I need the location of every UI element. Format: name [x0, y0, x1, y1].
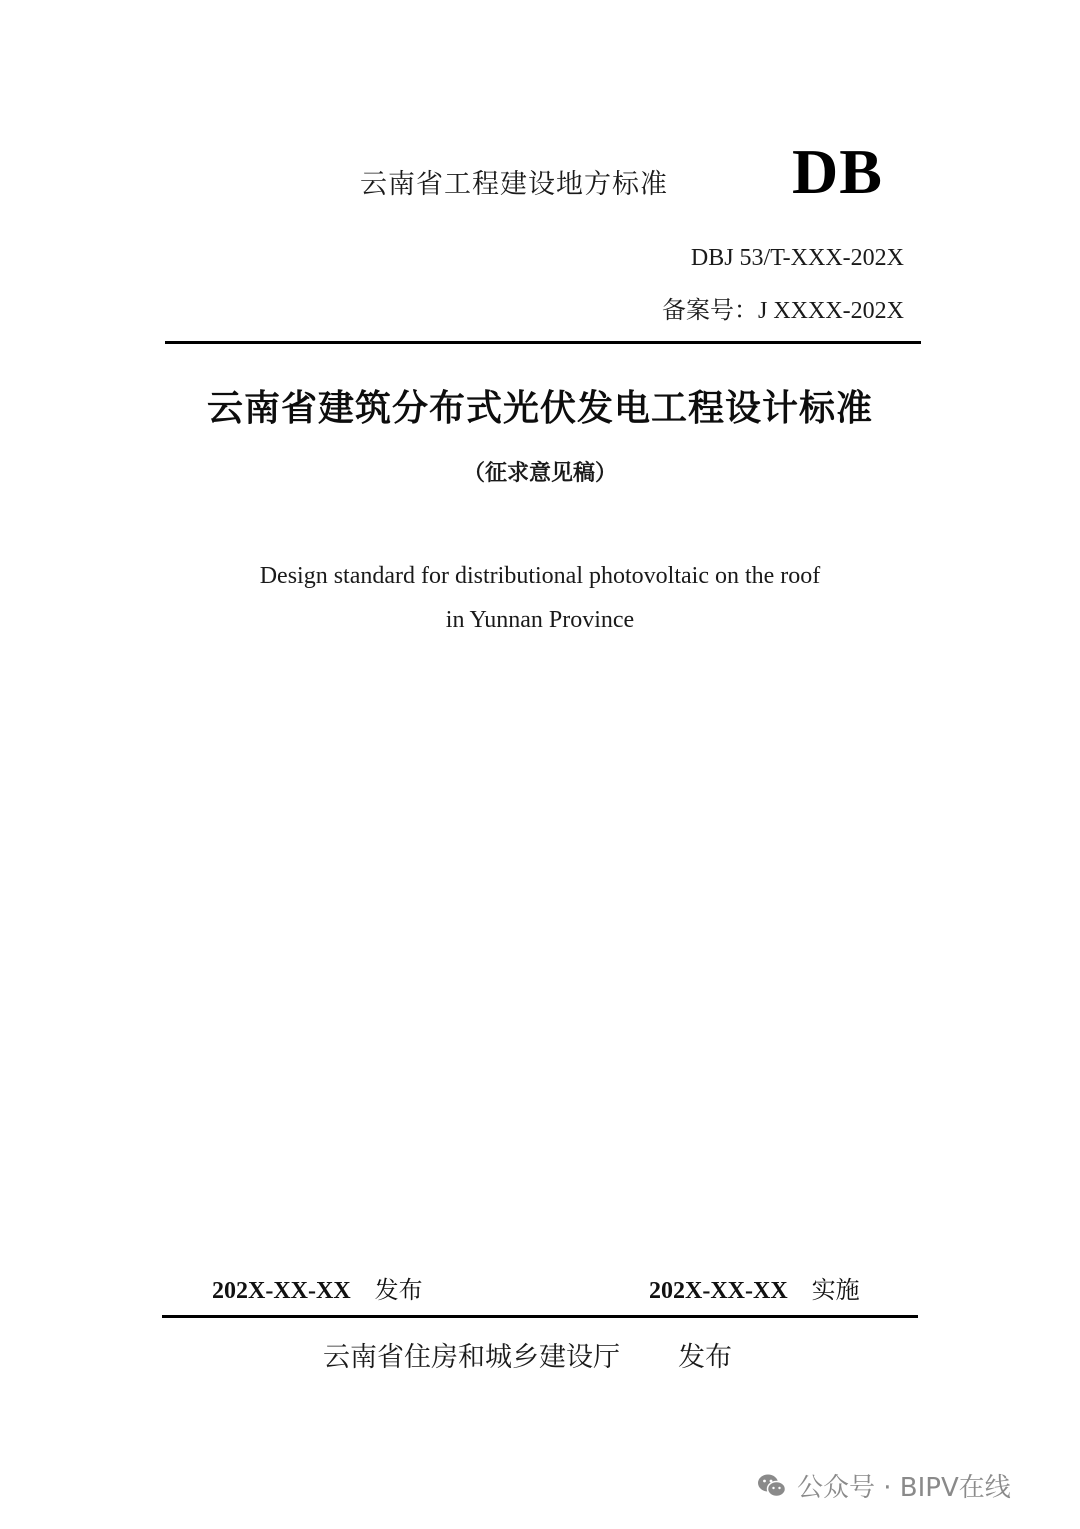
wechat-icon: [757, 1472, 787, 1500]
document-title: 云南省建筑分布式光伏发电工程设计标准: [206, 388, 873, 429]
publisher-line: [323, 1335, 732, 1374]
english-title-line-1: Design standard for distributional photovoltaic on the roof: [259, 563, 821, 589]
publisher-name: 云南省住房和城乡建设厅: [323, 1342, 620, 1373]
bottom-divider: [162, 1315, 918, 1318]
draft-label: （征求意见稿）: [462, 461, 617, 486]
release-label: 发布: [374, 1276, 423, 1304]
english-title-line-2: in Yunnan Province: [445, 607, 635, 633]
standard-code: DBJ 53/T-XXX-202X: [690, 245, 904, 271]
watermark-text: 公众号 · BIPV在线: [797, 1473, 1011, 1503]
publisher-action: 发布: [678, 1342, 732, 1373]
db-mark: DB: [792, 136, 883, 207]
standard-category-label: 云南省工程建设地方标准: [360, 169, 668, 200]
release-date-block: [212, 1270, 423, 1305]
record-number: 备案号：J XXXX-202X: [662, 298, 904, 324]
top-divider: [165, 341, 921, 344]
effective-label: 实施: [811, 1276, 860, 1304]
effective-date: 202X-XX-XX: [649, 1278, 788, 1304]
effective-date-block: [649, 1270, 860, 1305]
release-date: 202X-XX-XX: [212, 1278, 351, 1304]
watermark: [757, 1467, 1011, 1504]
